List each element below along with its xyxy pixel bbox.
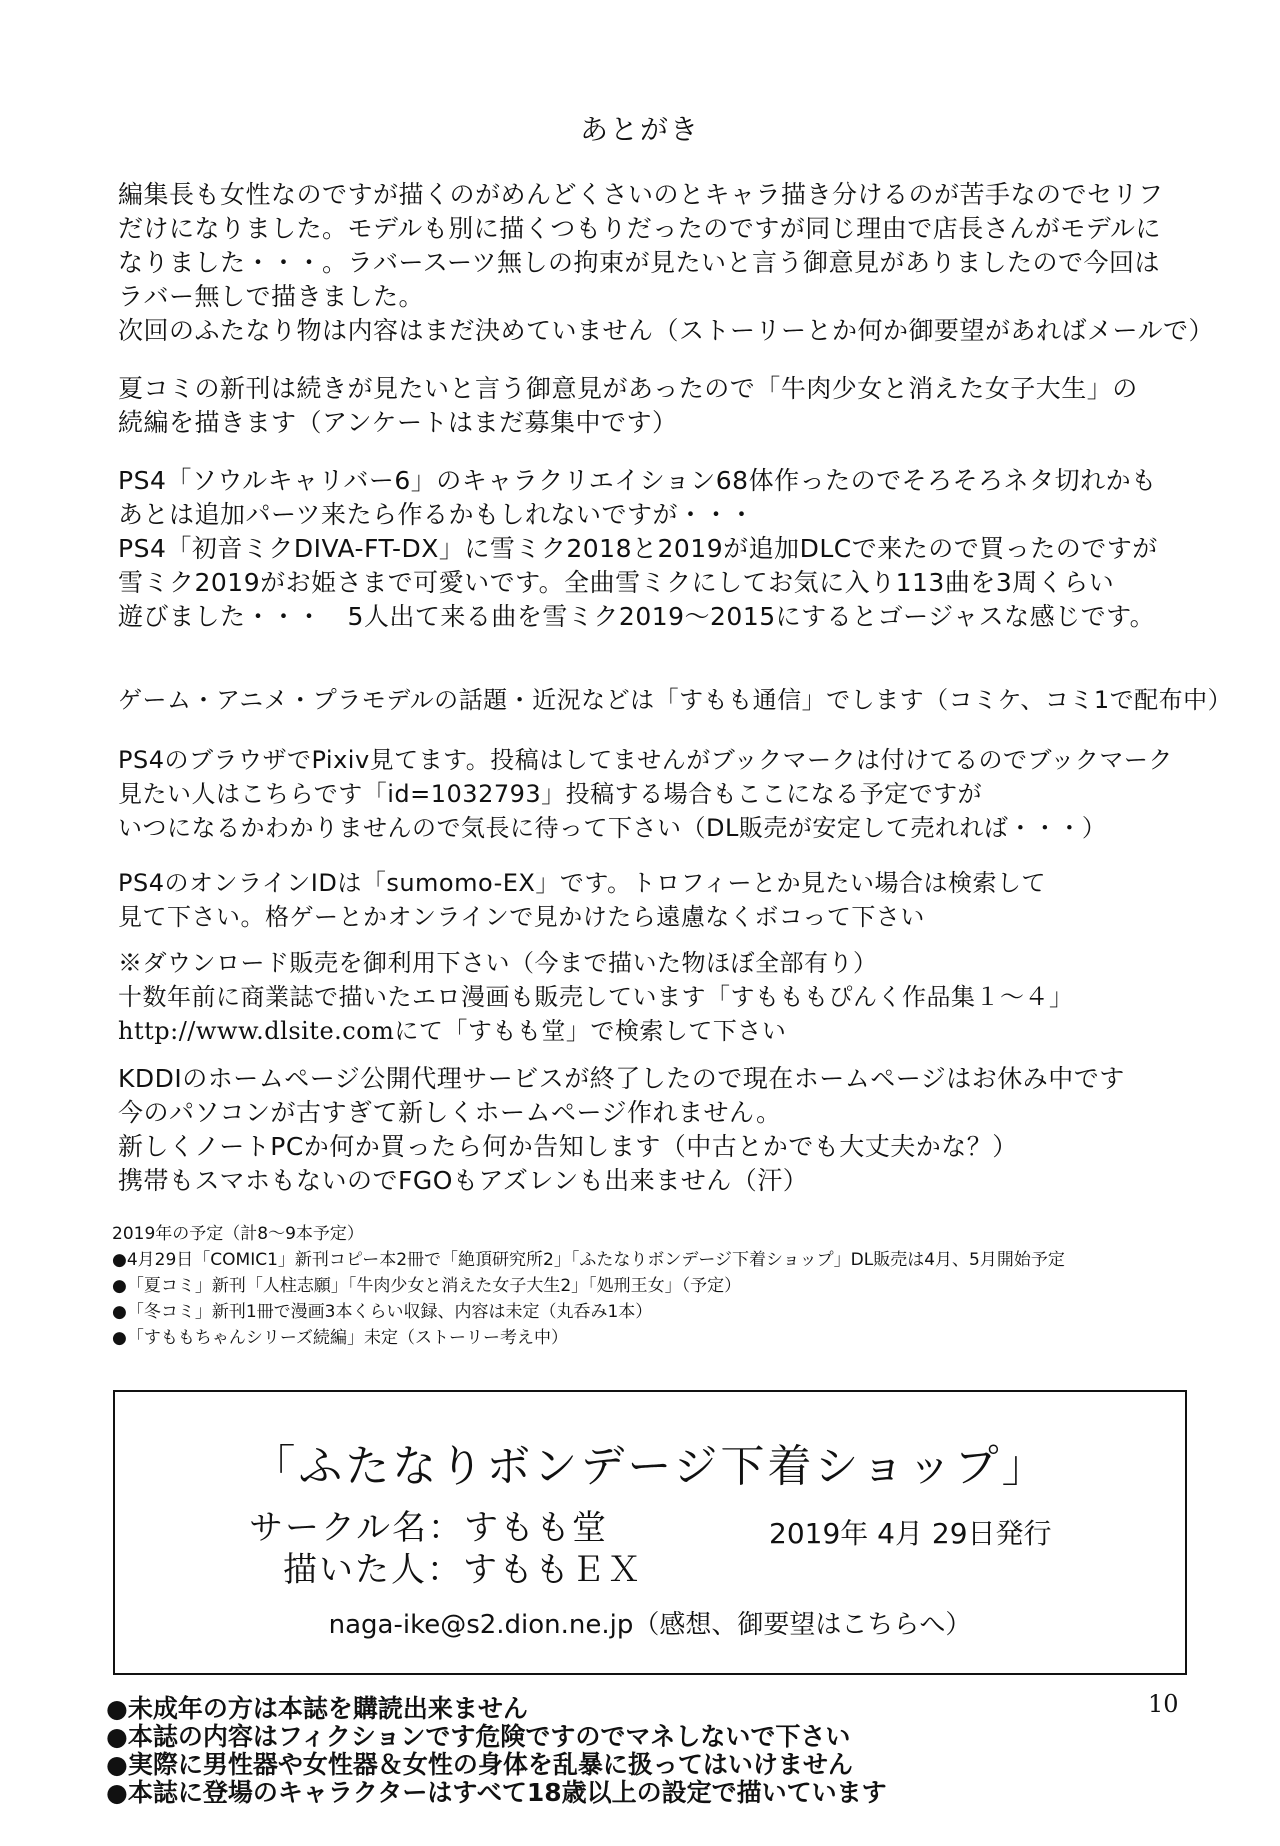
publication-date: 2019年 4月 29日発行 [769, 1517, 1052, 1550]
text-line: PS4のオンラインIDは「sumomo-EX」です。トロフィーとか見たい場合は検索して [118, 869, 1047, 897]
text-line: 十数年前に商業誌で描いたエロ漫画も販売しています「すもももぴんく作品集１〜４」 [118, 983, 1074, 1011]
colophon-box [113, 1390, 1187, 1675]
text-line: PS4「ソウルキャリバー6」のキャラクリエイション68体作ったのでそろそろネタ切れかも [118, 466, 1157, 495]
notice-line: ●実際に男性器や女性器＆女性の身体を乱暴に扱ってはいけません [106, 1750, 853, 1779]
text-line: だけになりました。モデルも別に描くつもりだったのですが同じ理由で店長さんがモデルに [118, 214, 1162, 243]
text-line: あとは追加パーツ来たら作るかもしれないですが・・・ [118, 500, 755, 529]
text-line: ※ダウンロード販売を御利用下さい（今まで描いた物ほぼ全部有り） [118, 949, 878, 977]
page-number: 10 [1148, 1690, 1179, 1718]
page-title: あとがき [579, 113, 700, 146]
book-title: 「ふたなりボンデージ下着ショップ」 [251, 1441, 1049, 1492]
schedule-heading: 2019年の予定（計8〜9本予定） [112, 1224, 364, 1244]
notice-line: ●本誌の内容はフィクションです危険ですのでマネしないで下さい [106, 1722, 851, 1751]
text-line: 今のパソコンが古すぎて新しくホームページ作れません。 [118, 1098, 782, 1127]
schedule-item: ●「冬コミ」新刊1冊で漫画3本くらい収録、内容は未定（丸呑み1本） [112, 1302, 653, 1322]
schedule-item: ●「夏コミ」新刊「人柱志願」「牛肉少女と消えた女子大生2」「処刑王女」（予定） [112, 1276, 742, 1296]
schedule-item: ●4月29日「COMIC1」新刊コピー本2冊で「絶頂研究所2」「ふたなりボンデージ下着ショップ」DL販売は4月、5月開始予定 [112, 1250, 1065, 1270]
text-line: 新しくノートPCか何か買ったら何か告知します（中古とかでも大丈夫かな？） [118, 1132, 1018, 1161]
text-line: 遊びました・・・ 5人出て来る曲を雪ミク2019〜2015にするとゴージャスな感じです。 [118, 602, 1156, 631]
schedule-item: ●「すももちゃんシリーズ続編」未定（ストーリー考え中） [112, 1328, 568, 1348]
text-line: PS4「初音ミクDIVA-FT-DX」に雪ミク2018と2019が追加DLCで来たので買ったのですが [118, 534, 1158, 563]
text-line: ラバー無しで描きました。 [118, 282, 425, 311]
text-line: なりました・・・。ラバースーツ無しの拘束が見たいと言う御意見がありましたので今回は [118, 248, 1161, 277]
text-line: 次回のふたなり物は内容はまだ決めていません（ストーリーとか何か御要望があればメールで） [118, 316, 1215, 345]
notice-line: ●未成年の方は本誌を購読出来ません [106, 1694, 528, 1723]
text-line: http://www.dlsite.comにて「すもも堂」で検索して下さい [118, 1017, 787, 1045]
text-line: 夏コミの新刊は続きが見たいと言う御意見があったので「牛肉少女と消えた女子大生」の [118, 374, 1138, 403]
text-line: 携帯もスマホもないのでFGOもアズレンも出来ません（汗） [118, 1166, 809, 1195]
text-line: いつになるかわかりませんので気長に待って下さい（DL販売が安定して売れれば・・・） [118, 814, 1107, 842]
circle-name: サークル名：すもも堂 [249, 1508, 608, 1548]
text-line: PS4のブラウザでPixiv見てます。投稿はしてませんがブックマークは付けてるのでブックマーク [118, 746, 1173, 774]
text-line: KDDIのホームページ公開代理サービスが終了したので現在ホームページはお休み中です [118, 1064, 1125, 1093]
text-line: 雪ミク2019がお姫さまで可愛いです。全曲雪ミクにしてお気に入り113曲を3周くらい [118, 568, 1115, 597]
notice-line: ●本誌に登場のキャラクターはすべて18歳以上の設定で描いています [106, 1778, 887, 1807]
contact-email: naga-ike@s2.dion.ne.jp（感想、御要望はこちらへ） [328, 1610, 972, 1640]
text-line: 見たい人はこちらです「id=1032793」投稿する場合もここになる予定ですが [118, 780, 983, 808]
author-name: 描いた人：すももＥＸ [283, 1550, 643, 1590]
text-line: 見て下さい。格ゲーとかオンラインで見かけたら遠慮なくボコって下さい [118, 903, 925, 931]
text-line: 続編を描きます（アンケートはまだ募集中です） [118, 408, 678, 437]
text-line: 編集長も女性なのですが描くのがめんどくさいのとキャラ描き分けるのが苦手なのでセリフ [118, 180, 1164, 209]
text-line: ゲーム・アニメ・プラモデルの話題・近況などは「すもも通信」でします（コミケ、コミ1で配布中） [118, 686, 1233, 714]
